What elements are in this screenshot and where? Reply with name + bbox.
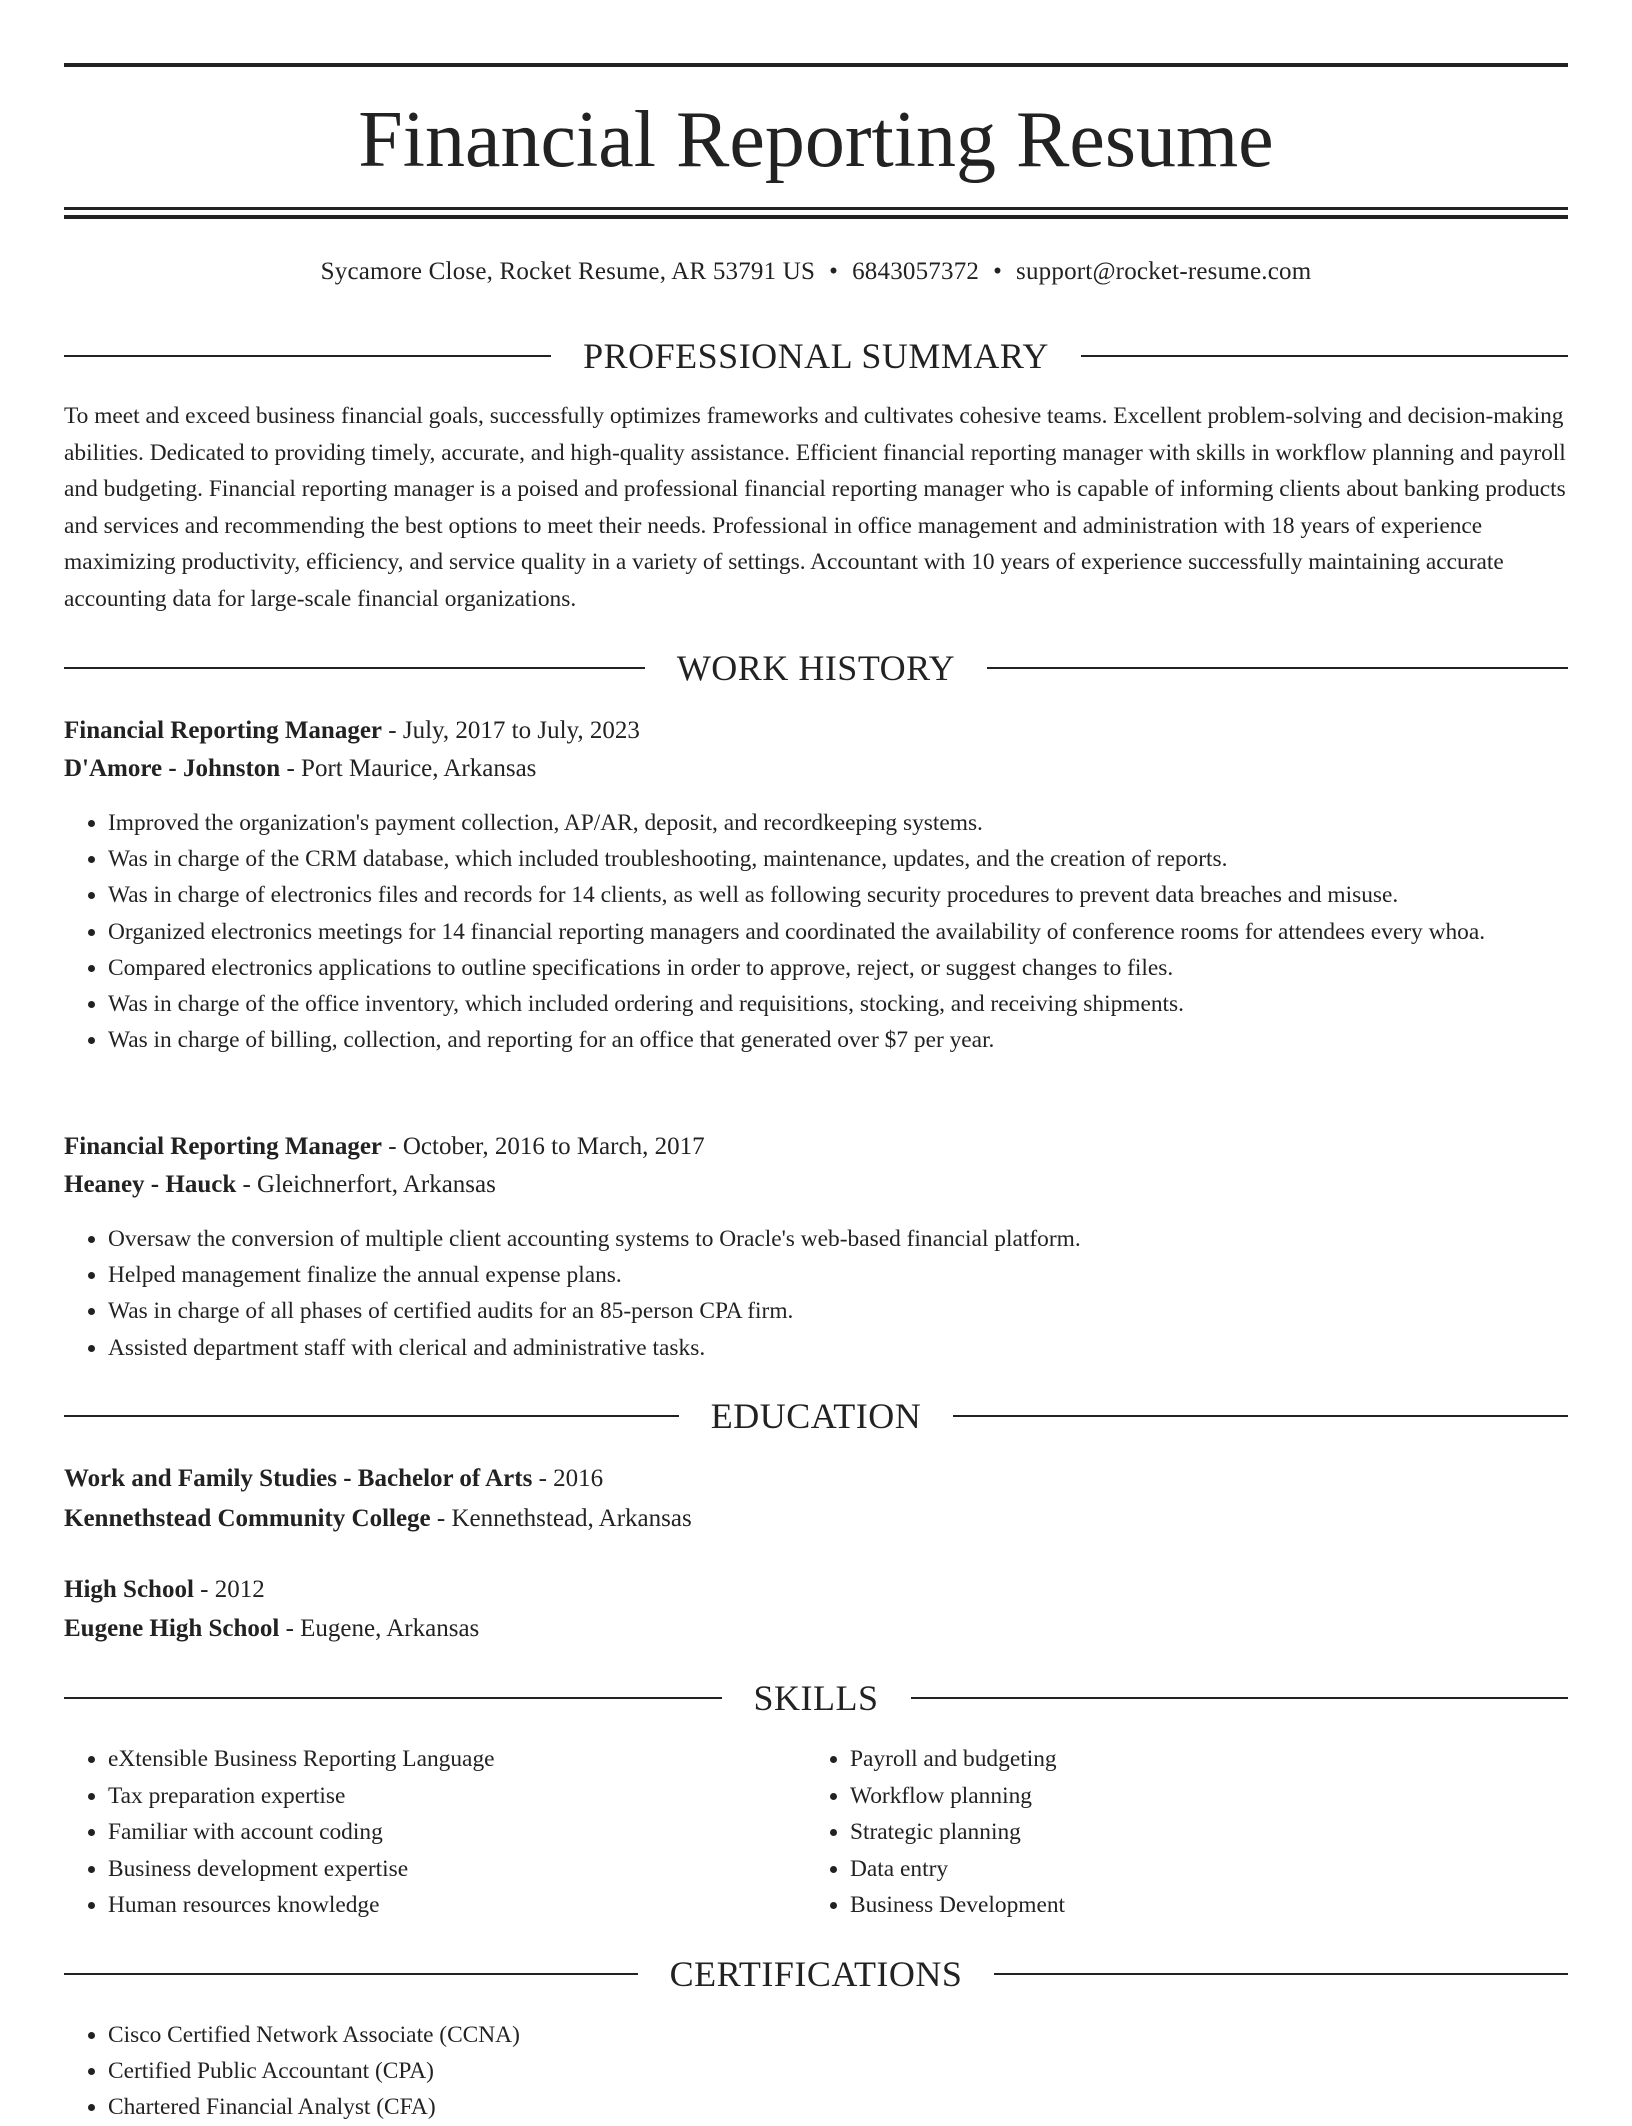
contact-address: Sycamore Close, Rocket Resume, AR 53791 US bbox=[320, 258, 816, 285]
list-item: • Oversaw the conversion of multiple client accounting systems to Oracle's web-based financial platform. bbox=[108, 1221, 1568, 1257]
list-item: • Was in charge of the office inventory, which included ordering and requisitions, stocking, and receiving shipments. bbox=[108, 986, 1568, 1022]
education-year: - 2012 bbox=[193, 1576, 265, 1603]
job-company-line bbox=[64, 750, 1568, 788]
job-position: Financial Reporting Manager bbox=[64, 717, 383, 744]
job-company: Heaney - Hauck bbox=[64, 1171, 237, 1198]
list-item: • Was in charge of the CRM database, which included troubleshooting, maintenance, updates, and the creation of reports. bbox=[108, 841, 1568, 877]
education-school-line bbox=[64, 1610, 1568, 1648]
list-item: • Compared electronics applications to outline specifications in order to approve, reject, or suggest changes to files. bbox=[108, 950, 1568, 986]
header-double-rule-upper bbox=[64, 207, 1568, 210]
education-school-line bbox=[64, 1500, 1568, 1538]
certifications-list bbox=[64, 2017, 1568, 2126]
job-company: D'Amore - Johnston bbox=[64, 755, 281, 782]
list-item: • Cisco Certified Network Associate (CCNA) bbox=[108, 2017, 1568, 2053]
education-location: - Kennethstead, Arkansas bbox=[430, 1505, 692, 1532]
list-item: • Organized electronics meetings for 14 financial reporting managers and coordinated the availability of conference rooms for attendees every whoa. bbox=[108, 914, 1568, 950]
contact-line bbox=[64, 255, 1568, 289]
heading-rule-right bbox=[987, 667, 1568, 669]
list-item: • Assisted department staff with clerical and administrative tasks. bbox=[108, 1330, 1568, 1366]
job-bullet-list bbox=[64, 1221, 1568, 1366]
list-item: • Payroll and budgeting bbox=[850, 1741, 1550, 1778]
list-item: • Tax preparation expertise bbox=[108, 1778, 808, 1815]
education-location: - Eugene, Arkansas bbox=[279, 1615, 480, 1642]
header-top-rule bbox=[64, 63, 1568, 67]
list-item: • Certified Public Accountant (CPA) bbox=[108, 2053, 1568, 2089]
heading-rule-left bbox=[64, 667, 645, 669]
job-title-line bbox=[64, 1128, 1568, 1166]
list-item: • Was in charge of all phases of certified audits for an 85-person CPA firm. bbox=[108, 1293, 1568, 1329]
education-degree-line bbox=[64, 1460, 1568, 1498]
contact-separator: • bbox=[829, 258, 839, 285]
list-item: • Workflow planning bbox=[850, 1778, 1550, 1815]
contact-separator: • bbox=[993, 258, 1003, 285]
list-item: • Strategic planning bbox=[850, 1814, 1550, 1851]
job-bullet-list bbox=[64, 805, 1568, 1058]
list-item: • Familiar with account coding bbox=[108, 1814, 808, 1851]
resume-title: Financial Reporting Resume bbox=[358, 96, 1274, 184]
list-item: • Helped management finalize the annual expense plans. bbox=[108, 1257, 1568, 1293]
list-item: • eXtensible Business Reporting Language bbox=[108, 1741, 808, 1778]
heading-rule-left bbox=[64, 355, 551, 357]
section-title: EDUCATION bbox=[710, 1396, 922, 1436]
list-item: • Was in charge of electronics files and records for 14 clients, as well as following security procedures to prevent data breaches and misuse. bbox=[108, 877, 1568, 913]
skills-list-right bbox=[806, 1741, 1550, 1924]
contact-email: support@rocket-resume.com bbox=[1016, 258, 1312, 285]
heading-rule-left bbox=[64, 1973, 638, 1975]
section-heading-work-history bbox=[64, 646, 1568, 690]
job-company-line bbox=[64, 1166, 1568, 1204]
education-school: Kennethstead Community College bbox=[64, 1505, 431, 1532]
job-location: - Port Maurice, Arkansas bbox=[280, 755, 537, 782]
education-year: - 2016 bbox=[532, 1465, 604, 1492]
section-heading-certifications bbox=[64, 1952, 1568, 1996]
heading-rule-right bbox=[994, 1973, 1568, 1975]
section-heading-skills bbox=[64, 1676, 1568, 1720]
list-item: • Improved the organization's payment collection, AP/AR, deposit, and recordkeeping systems. bbox=[108, 805, 1568, 841]
job-dates: - October, 2016 to March, 2017 bbox=[382, 1133, 705, 1160]
summary-paragraph: To meet and exceed business financial goals, successfully optimizes frameworks and cultivates cohesive teams. Excellent problem-solving and decision-making abilities. Dedicated to providing timely, accurate, and high-quality assistance. Efficient financial reporting manager with skills in workflow planning and payroll and budgeting. Financial reporting manager is a poised and professional financial reporting manager who is capable of informing clients about banking products and services and recommending the best options to meet their needs. Professional in office management and administration with 18 years of experience maximizing productivity, efficiency, and service quality in a variety of settings. Accountant with 10 years of experience successfully maintaining accurate accounting data for large-scale financial organizations. bbox=[64, 403, 1566, 612]
education-degree-line bbox=[64, 1571, 1568, 1609]
heading-rule-right bbox=[1081, 355, 1568, 357]
section-title: WORK HISTORY bbox=[676, 648, 956, 688]
job-location: - Gleichnerfort, Arkansas bbox=[236, 1171, 496, 1198]
heading-rule-left bbox=[64, 1415, 679, 1417]
list-item: • Human resources knowledge bbox=[108, 1887, 808, 1924]
header-double-rule-lower bbox=[64, 215, 1568, 219]
job-dates: - July, 2017 to July, 2023 bbox=[382, 717, 640, 744]
contact-phone: 6843057372 bbox=[852, 258, 980, 285]
list-item: • Business Development bbox=[850, 1887, 1550, 1924]
section-title: CERTIFICATIONS bbox=[669, 1954, 963, 1994]
section-title: PROFESSIONAL SUMMARY bbox=[583, 336, 1049, 376]
education-degree: High School bbox=[64, 1576, 194, 1603]
education-school: Eugene High School bbox=[64, 1615, 280, 1642]
list-item: • Chartered Financial Analyst (CFA) bbox=[108, 2089, 1568, 2125]
job-position: Financial Reporting Manager bbox=[64, 1133, 383, 1160]
section-heading-summary bbox=[64, 334, 1568, 378]
heading-rule-left bbox=[64, 1697, 722, 1699]
education-degree: Work and Family Studies - Bachelor of Arts bbox=[64, 1465, 533, 1492]
section-heading-education bbox=[64, 1394, 1568, 1438]
job-title-line bbox=[64, 712, 1568, 750]
heading-rule-right bbox=[911, 1697, 1569, 1699]
list-item: • Business development expertise bbox=[108, 1851, 808, 1888]
section-title: SKILLS bbox=[753, 1678, 879, 1718]
list-item: • Was in charge of billing, collection, and reporting for an office that generated over $7 per year. bbox=[108, 1022, 1568, 1058]
heading-rule-right bbox=[953, 1415, 1568, 1417]
skills-list-left bbox=[64, 1741, 808, 1924]
list-item: • Data entry bbox=[850, 1851, 1550, 1888]
